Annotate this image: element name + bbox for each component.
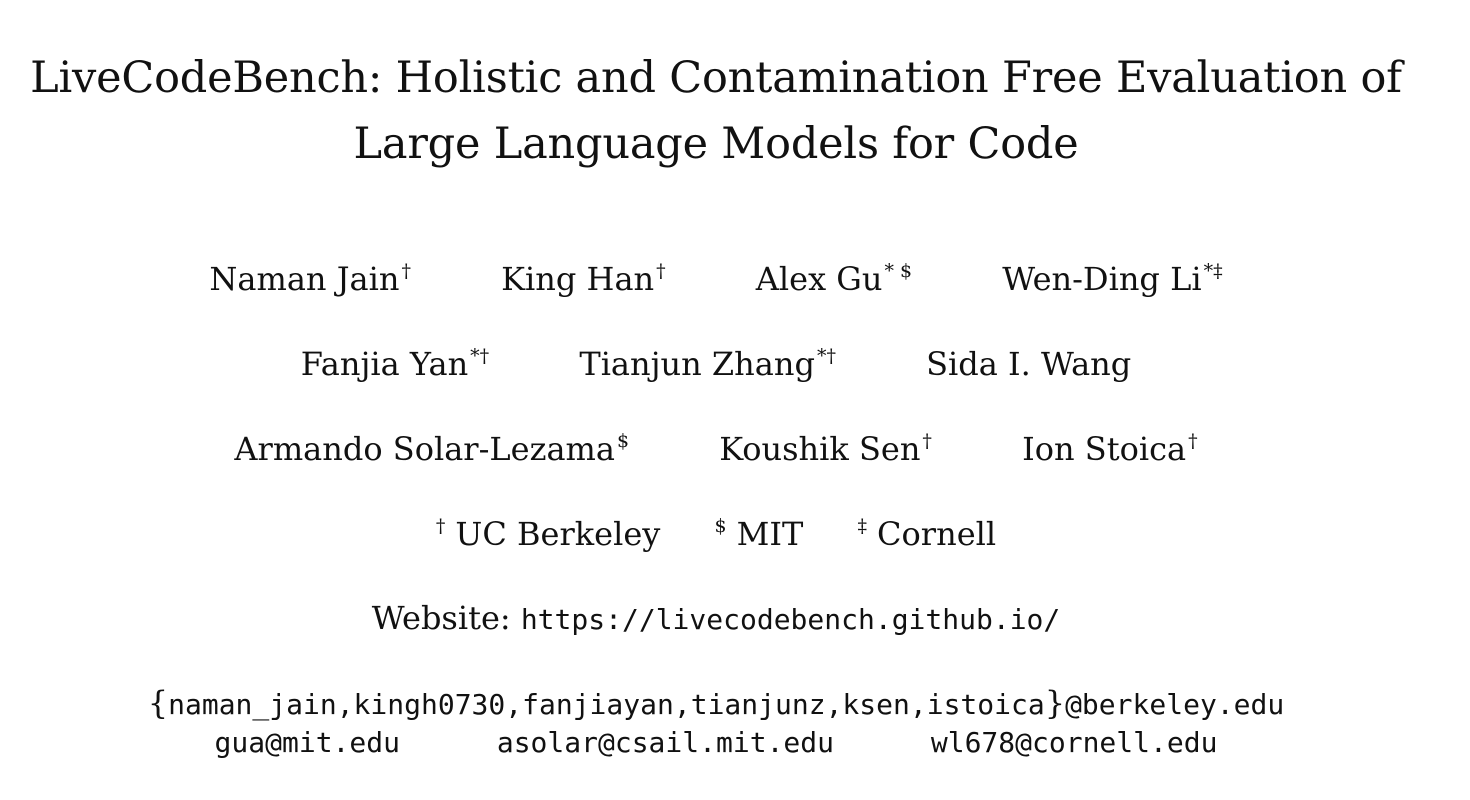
author: [579, 345, 836, 383]
author-row-2: [0, 345, 1432, 383]
email-domain: @berkeley.edu: [1065, 688, 1285, 721]
email-handles: naman_jain,kingh0730,fanjiayan,tianjunz,ksen,istoica: [168, 688, 1045, 721]
affiliation-mark: ‡: [857, 515, 868, 537]
author-name: Naman Jain: [209, 260, 400, 298]
author-marks: * $: [884, 260, 913, 282]
author-marks: †: [656, 260, 666, 282]
author: [926, 345, 1132, 383]
email-address[interactable]: wl678@cornell.edu: [930, 726, 1218, 759]
author-marks: *‡: [1203, 260, 1223, 282]
affiliation-mark: †: [435, 515, 446, 537]
affiliation: [857, 515, 997, 553]
email-others-row: [0, 726, 1432, 759]
author-row-1: [0, 260, 1432, 298]
email-group-row: [0, 684, 1432, 722]
author: [755, 260, 913, 298]
author-name: Koushik Sen: [719, 430, 921, 468]
affiliations-row: [0, 515, 1432, 553]
author-marks: *†: [470, 345, 490, 367]
website-link[interactable]: https://livecodebench.github.io/: [520, 603, 1061, 636]
author-marks: *†: [816, 345, 836, 367]
affiliation: [435, 515, 661, 553]
affiliation-mark: $: [714, 515, 727, 537]
website-label: Website:: [371, 599, 511, 637]
author-name: King Han: [501, 260, 655, 298]
author: [209, 260, 411, 298]
author-name: Alex Gu: [755, 260, 883, 298]
author-name: Fanjia Yan: [300, 345, 469, 383]
brace-close: }: [1044, 684, 1066, 722]
author-row-3: [0, 430, 1432, 468]
author-marks: †: [922, 430, 932, 452]
email-address[interactable]: gua@mit.edu: [214, 726, 400, 759]
author-name: Tianjun Zhang: [579, 345, 815, 383]
author-marks: †: [1188, 430, 1198, 452]
author: [501, 260, 666, 298]
author: [234, 430, 630, 468]
affiliation: [714, 515, 804, 553]
author: [719, 430, 932, 468]
author: [1002, 260, 1223, 298]
affiliation-name: Cornell: [877, 515, 997, 553]
author: [1022, 430, 1198, 468]
affiliation-name: MIT: [736, 515, 804, 553]
website-row: [0, 599, 1432, 637]
author: [300, 345, 490, 383]
author-name: Ion Stoica: [1022, 430, 1187, 468]
author-name: Wen-Ding Li: [1002, 260, 1202, 298]
affiliation-name: UC Berkeley: [455, 515, 661, 553]
author-marks: $: [616, 430, 630, 452]
author-name: Armando Solar-Lezama: [234, 430, 615, 468]
paper-title-line-2: Large Language Models for Code: [353, 119, 1079, 169]
author-name: Sida I. Wang: [926, 345, 1132, 383]
brace-open: {: [147, 684, 169, 722]
author-marks: †: [401, 260, 411, 282]
paper-title-line-1: LiveCodeBench: Holistic and Contamination Free Evaluation of: [30, 53, 1402, 103]
email-address[interactable]: asolar@csail.mit.edu: [496, 726, 834, 759]
